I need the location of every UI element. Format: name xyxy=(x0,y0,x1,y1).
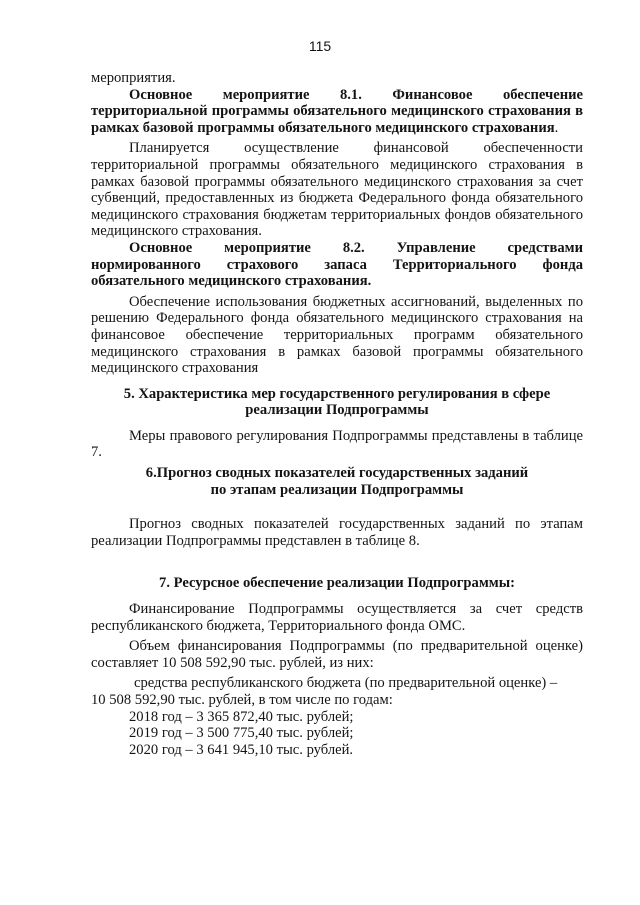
section-6-heading-line1: 6.Прогноз сводных показателей государственных заданий xyxy=(145,465,529,482)
section-5-heading-line1: 5. Характеристика мер государственного регулирования в сфере xyxy=(123,385,551,402)
year-list xyxy=(91,709,583,759)
section-7-volume: Объем финансирования Подпрограммы (по предварительной оценке) составляет 10 508 592,90 тыс. рублей, из них: xyxy=(91,638,583,671)
section-7-heading: 7. Ресурсное обеспечение реализации Подпрограммы: xyxy=(159,575,515,592)
section-5-heading-line2: реализации Подпрограммы xyxy=(245,402,429,419)
section-7-financing: Финансирование Подпрограммы осуществляется за счет средств республиканского бюджета, Территориального фонда ОМС. xyxy=(91,601,583,634)
section-6-heading-line2: по этапам реализации Подпрограммы xyxy=(210,481,464,498)
page-content xyxy=(91,70,583,758)
paragraph-intro: мероприятия. xyxy=(91,70,176,86)
section-6-heading xyxy=(91,465,583,498)
section-5-body: Меры правового регулирования Подпрограммы представлены в таблице 7. xyxy=(91,427,583,461)
activity-8-1-heading xyxy=(91,87,583,137)
republic-budget-line2: 10 508 592,90 тыс. рублей, в том числе по годам: xyxy=(91,692,393,708)
activity-8-1-title: Основное мероприятие 8.1. Финансовое обеспечение территориальной программы обязательного медицинского страхования в рамках базовой программы обязательного медицинского страхования xyxy=(91,86,583,136)
section-5-heading xyxy=(91,386,583,419)
year-2018: 2018 год – 3 365 872,40 тыс. рублей; xyxy=(129,708,354,725)
page-number: 115 xyxy=(308,38,332,54)
section-6-body: Прогноз сводных показателей государственных заданий по этапам реализации Подпрограммы представлен в таблице 8. xyxy=(91,516,583,549)
activity-8-2-body: Обеспечение использования бюджетных ассигнований, выделенных по решению Федерального фонда обязательного медицинского страхования на финансовое обеспечение территориальных программ обязательного медицинского страхования в рамках базовой программы обязательного медицинского страхования xyxy=(91,293,583,377)
section-7-republic-budget xyxy=(91,675,583,708)
year-2020: 2020 год – 3 641 945,10 тыс. рублей. xyxy=(129,741,354,758)
year-2019: 2019 год – 3 500 775,40 тыс. рублей; xyxy=(129,725,354,742)
activity-8-1-title-end: . xyxy=(554,119,559,136)
republic-budget-line1: средства республиканского бюджета (по предварительной оценке) – xyxy=(134,675,558,692)
activity-8-2-title: Основное мероприятие 8.2. Управление средствами нормированного страхового запаса Территориального фонда обязательного медицинского страхования. xyxy=(91,239,583,290)
activity-8-1-body: Планируется осуществление финансовой обеспеченности территориальной программы обязательного медицинского страхования в рамках базовой программы обязательного медицинского страхования за счет субвенций, предоставленных из бюджета Федерального фонда обязательного медицинского страхования бюджетам территориальных фондов обязательного медицинского страхования. xyxy=(91,140,583,240)
